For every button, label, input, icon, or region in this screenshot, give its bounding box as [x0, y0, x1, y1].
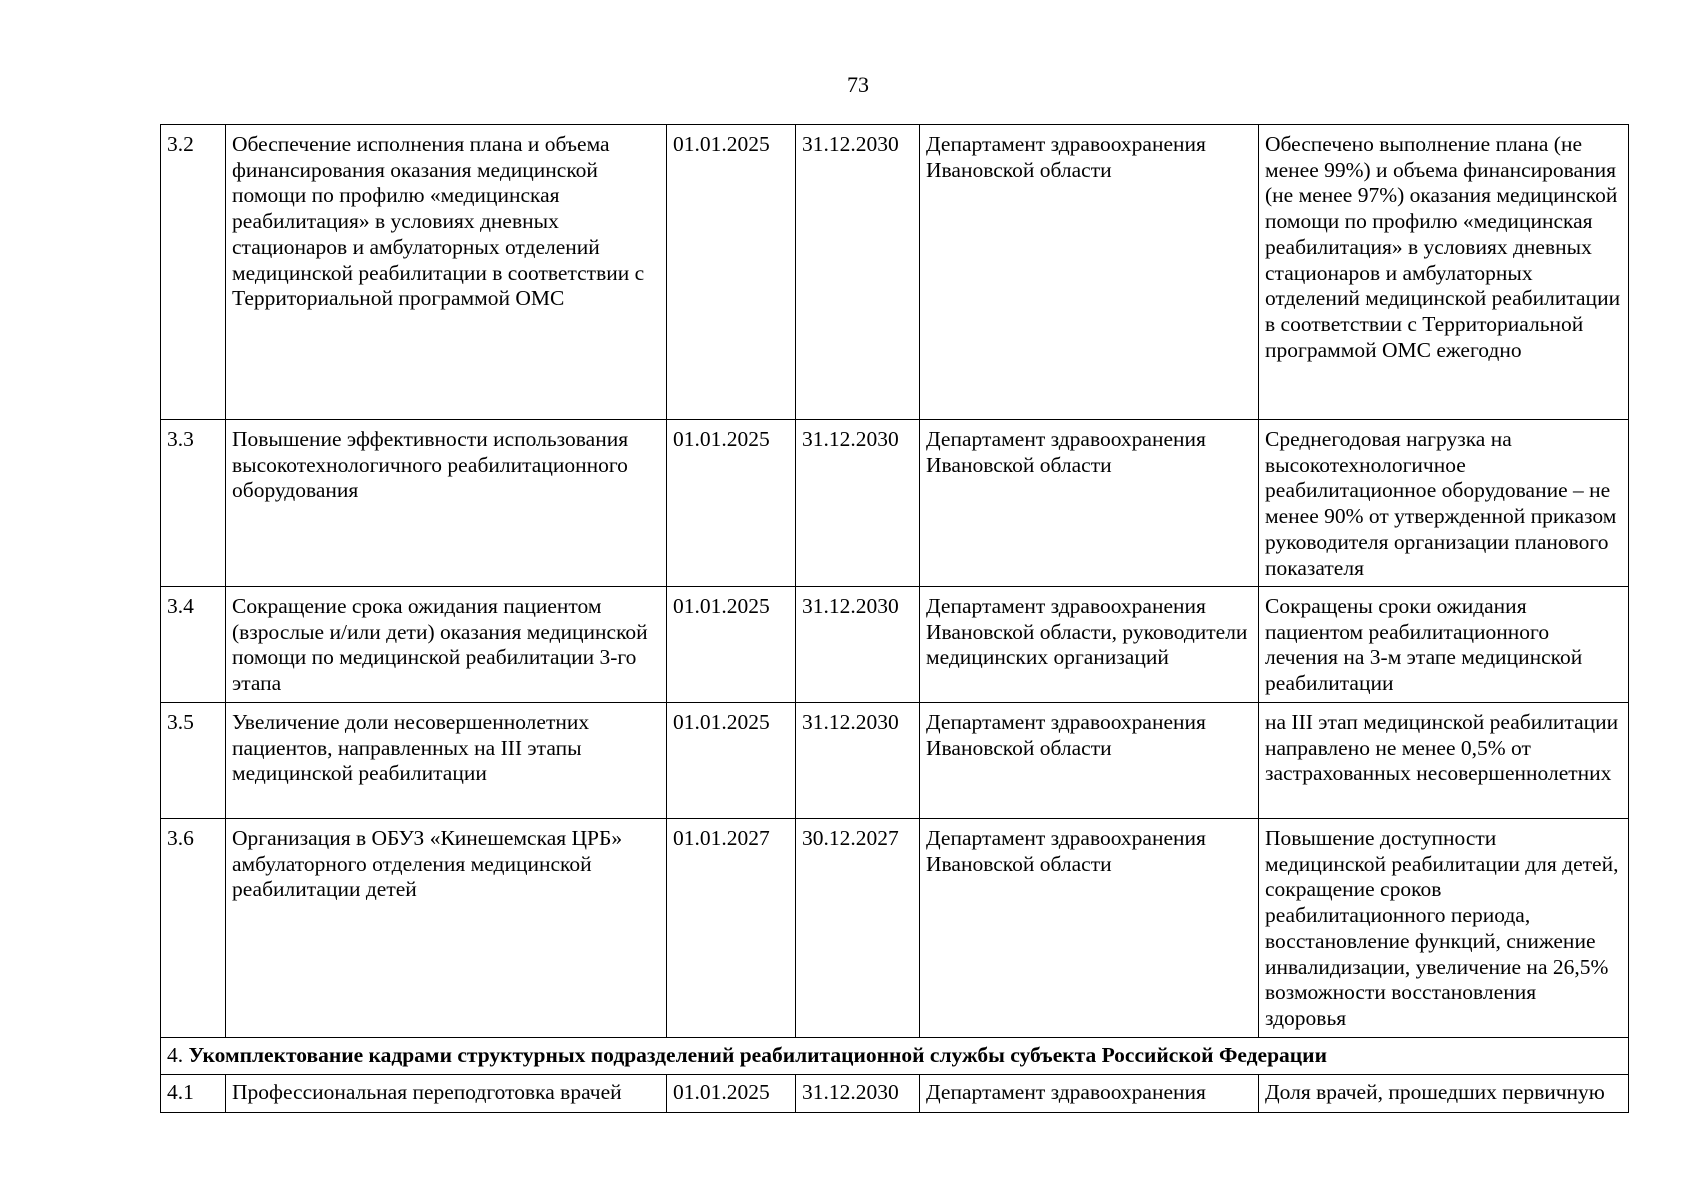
end-date: 31.12.2030: [796, 1075, 920, 1113]
measure-description: Обеспечение исполнения плана и объема финансирования оказания медицинской помощи по профилю «медицинская реабилитация» в условиях дневных стационаров и амбулаторных отделений медицинской реабилитации в соответствии с Территориальной программой ОМС: [226, 125, 667, 420]
expected-result: Среднегодовая нагрузка на высокотехнологичное реабилитационное оборудование – не менее 90% от утвержденной приказом руководителя организации планового показателя: [1259, 420, 1629, 587]
row-number: 4.1: [161, 1075, 226, 1113]
row-number: 3.6: [161, 819, 226, 1038]
responsible-executor: Департамент здравоохранения Ивановской области, руководители медицинских организаций: [920, 587, 1259, 703]
measure-description: Увеличение доли несовершеннолетних пациентов, направленных на III этапы медицинской реабилитации: [226, 703, 667, 819]
end-date: 30.12.2027: [796, 819, 920, 1038]
measure-description: Сокращение срока ожидания пациентом (взрослые и/или дети) оказания медицинской помощи по медицинской реабилитации 3-го этапа: [226, 587, 667, 703]
responsible-executor: Департамент здравоохранения Ивановской области: [920, 125, 1259, 420]
table-row: [161, 703, 1629, 819]
start-date: 01.01.2025: [667, 703, 796, 819]
end-date: 31.12.2030: [796, 125, 920, 420]
measure-description: Организация в ОБУЗ «Кинешемская ЦРБ» амбулаторного отделения медицинской реабилитации детей: [226, 819, 667, 1038]
table-row: [161, 819, 1629, 1038]
end-date: 31.12.2030: [796, 587, 920, 703]
expected-result: на III этап медицинской реабилитации направлено не менее 0,5% от застрахованных несовершеннолетних: [1259, 703, 1629, 819]
end-date: 31.12.2030: [796, 703, 920, 819]
measure-description: Профессиональная переподготовка врачей: [226, 1075, 667, 1113]
start-date: 01.01.2025: [667, 125, 796, 420]
expected-result: Доля врачей, прошедших первичную: [1259, 1075, 1629, 1113]
table-row: [161, 420, 1629, 587]
start-date: 01.01.2025: [667, 587, 796, 703]
expected-result: Сокращены сроки ожидания пациентом реабилитационного лечения на 3-м этапе медицинской реабилитации: [1259, 587, 1629, 703]
end-date: 31.12.2030: [796, 420, 920, 587]
responsible-executor: Департамент здравоохранения Ивановской области: [920, 420, 1259, 587]
expected-result: Повышение доступности медицинской реабилитации для детей, сокращение сроков реабилитационного периода, восстановление функций, снижение инвалидизации, увеличение на 26,5% возможности восстановления здоровья: [1259, 819, 1629, 1038]
table-row: [161, 125, 1629, 420]
expected-result: Обеспечено выполнение плана (не менее 99%) и объема финансирования (не менее 97%) оказания медицинской помощи по профилю «медицинская реабилитация» в условиях дневных стационаров и амбулаторных отделений медицинской реабилитации в соответствии с Территориальной программой ОМС ежегодно: [1259, 125, 1629, 420]
measures-table: [160, 124, 1629, 1113]
row-number: 3.3: [161, 420, 226, 587]
start-date: 01.01.2025: [667, 420, 796, 587]
start-date: 01.01.2027: [667, 819, 796, 1038]
section-number: 4.: [167, 1043, 184, 1067]
table-row: [161, 1075, 1629, 1113]
row-number: 3.5: [161, 703, 226, 819]
responsible-executor: Департамент здравоохранения Ивановской области: [920, 703, 1259, 819]
row-number: 3.4: [161, 587, 226, 703]
table-row: [161, 587, 1629, 703]
page-number: 73: [847, 72, 869, 97]
responsible-executor: Департамент здравоохранения Ивановской области: [920, 819, 1259, 1038]
section-header: [161, 1038, 1629, 1075]
section-header-row: [161, 1038, 1629, 1075]
row-number: 3.2: [161, 125, 226, 420]
start-date: 01.01.2025: [667, 1075, 796, 1113]
measure-description: Повышение эффективности использования высокотехнологичного реабилитационного оборудования: [226, 420, 667, 587]
responsible-executor: Департамент здравоохранения: [920, 1075, 1259, 1113]
section-title: Укомплектование кадрами структурных подразделений реабилитационной службы субъекта Российской Федерации: [188, 1043, 1327, 1067]
